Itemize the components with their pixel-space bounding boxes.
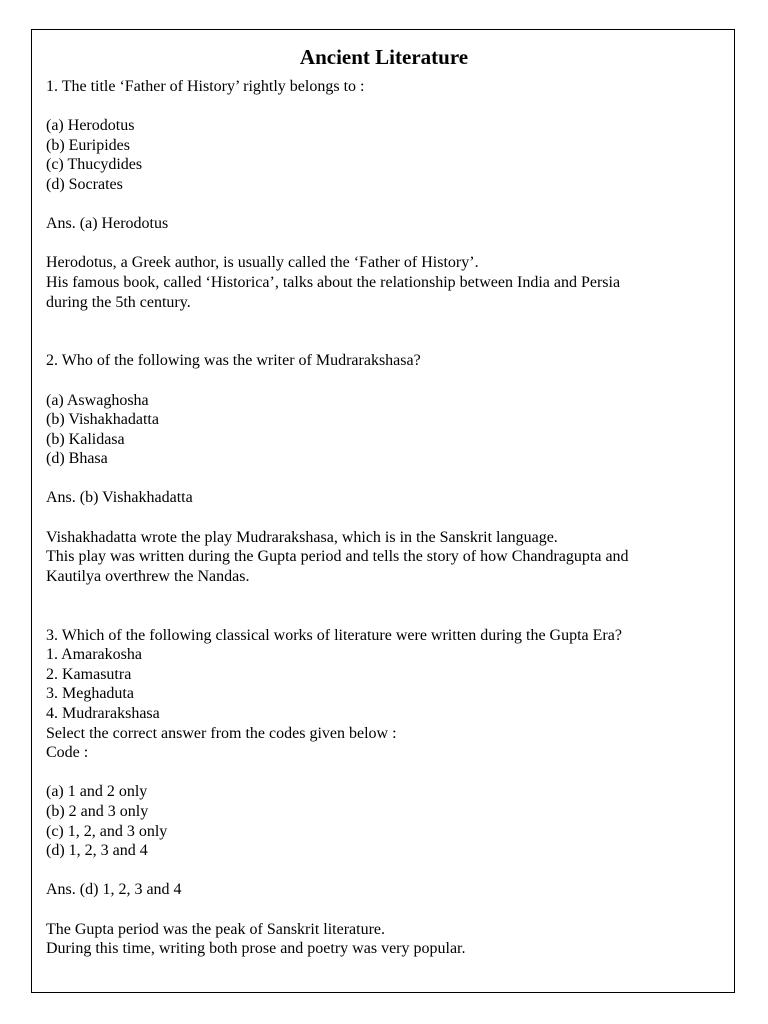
question-block-3: [46, 626, 722, 959]
option: (d) Socrates: [46, 175, 123, 193]
option: (c) 1, 2, and 3 only: [46, 822, 168, 840]
question-text: 1. The title ‘Father of History’ rightly belongs to :: [46, 78, 365, 95]
question-block-2: [46, 351, 722, 586]
explanation-line: During this time, writing both prose and poetry was very popular.: [46, 940, 466, 958]
option: (c) Thucydides: [46, 156, 143, 174]
document-content: [46, 44, 722, 959]
explanation-line: This play was written during the Gupta period and tells the story of how Chandragupta and: [46, 548, 629, 566]
option: (a) Aswaghosha: [46, 391, 149, 409]
option: (a) Herodotus: [46, 117, 135, 135]
question-text: 2. Who of the following was the writer of Mudrarakshasa?: [46, 352, 421, 370]
question-block-1: [46, 77, 722, 312]
page-title: Ancient Literature: [299, 45, 469, 69]
answer-text: Ans. (d) 1, 2, 3 and 4: [46, 881, 182, 899]
option: (a) 1 and 2 only: [46, 783, 148, 801]
explanation-line: The Gupta period was the peak of Sanskrit literature.: [46, 920, 385, 938]
option: (d) 1, 2, 3 and 4: [46, 842, 148, 860]
list-item: 3. Meghaduta: [46, 685, 134, 703]
question-text: 3. Which of the following classical works of literature were written during the Gupta Era?: [46, 626, 622, 644]
list-item: 4. Mudrarakshasa: [46, 705, 160, 722]
option: (b) Vishakhadatta: [46, 411, 159, 429]
list-item: 1. Amarakosha: [46, 646, 142, 664]
option: (d) Bhasa: [46, 450, 108, 468]
option: (b) 2 and 3 only: [46, 802, 149, 820]
code-label: Code :: [46, 744, 89, 762]
document-page: [31, 29, 735, 993]
explanation-line: Vishakhadatta wrote the play Mudrarakshasa, which is in the Sanskrit language.: [46, 528, 558, 546]
explanation-line: during the 5th century.: [46, 293, 191, 311]
answer-text: Ans. (b) Vishakhadatta: [46, 489, 193, 507]
list-item: 2. Kamasutra: [46, 665, 132, 683]
answer-text: Ans. (a) Herodotus: [46, 215, 169, 233]
instruction-text: Select the correct answer from the codes given below :: [46, 724, 397, 742]
explanation-line: His famous book, called ‘Historica’, talks about the relationship between India and Persia: [46, 273, 621, 291]
option: (b) Kalidasa: [46, 430, 125, 448]
explanation-line: Kautilya overthrew the Nandas.: [46, 567, 250, 585]
explanation-line: Herodotus, a Greek author, is usually called the ‘Father of History’.: [46, 254, 479, 272]
option: (b) Euripides: [46, 136, 130, 154]
